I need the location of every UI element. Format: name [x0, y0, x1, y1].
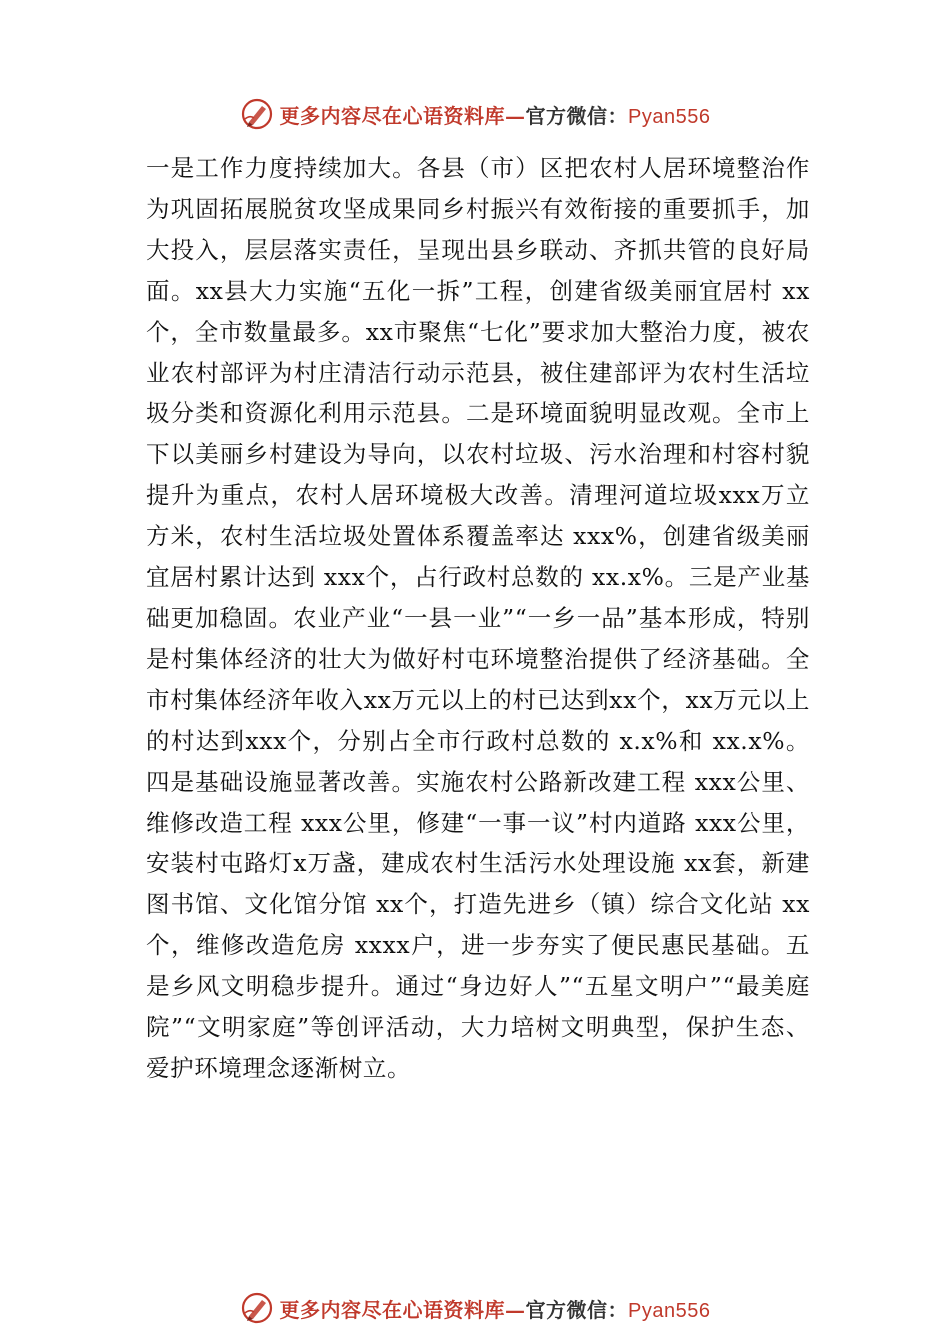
header-wechat-id: Pyan556 [628, 105, 711, 128]
pen-circle-logo-icon [240, 97, 274, 131]
header-dash: — [505, 103, 526, 128]
footer-dash: — [505, 1297, 526, 1322]
header-lead-text: 更多内容尽在心语资料库 [279, 103, 506, 128]
footer-wechat-id: Pyan556 [628, 1299, 711, 1322]
footer-lead-text: 更多内容尽在心语资料库 [279, 1297, 506, 1322]
footer-official-label: 官方微信： [525, 1297, 629, 1322]
header-banner [0, 94, 950, 134]
footer-banner [0, 1288, 950, 1328]
pen-circle-logo-icon [240, 1291, 274, 1325]
document-body [146, 148, 810, 1089]
header-official-label: 官方微信： [525, 103, 629, 128]
header-banner-text [280, 100, 711, 129]
body-paragraph: 一是工作力度持续加大。各县（市）区把农村人居环境整治作为巩固拓展脱贫攻坚成果同乡村振兴有效衔接的重要抓手，加大投入，层层落实责任，呈现出县乡联动、齐抓共管的良好局面。xx县大力实施“五化一拆”工程，创建省级美丽宜居村 xx个，全市数量最多。xx市聚焦“七化”要求加大整治力度，被农业农村部评为村庄清洁行动示范县，被住建部评为农村生活垃圾分类和资源化利用示范县。二是环境面貌明显改观。全市上下以美丽乡村建设为导向，以农村垃圾、污水治理和村容村貌提升为重点，农村人居环境极大改善。清理河道垃圾xxx万立方米，农村生活垃圾处置体系覆盖率达 xxx%，创建省级美丽宜居村累计达到 xxx个，占行政村总数的 xx.x%。三是产业基础更加稳固。农业产业“一县一业”“一乡一品”基本形成，特别是村集体经济的壮大为做好村屯环境整治提供了经济基础。全市村集体经济年收入xx万元以上的村已达到xx个，xx万元以上的村达到xxx个，分别占全市行政村总数的 x.x%和 xx.x%。四是基础设施显著改善。实施农村公路新改建工程 xxx公里、维修改造工程 xxx公里，修建“一事一议”村内道路 xxx公里，安装村屯路灯x万盏，建成农村生活污水处理设施 xx套，新建图书馆、文化馆分馆 xx个，打造先进乡（镇）综合文化站 xx个，维修改造危房 xxxx户，进一步夯实了便民惠民基础。五是乡风文明稳步提升。通过“身边好人”“五星文明户”“最美庭院”“文明家庭”等创评活动，大力培树文明典型，保护生态、爱护环境理念逐渐树立。 [146, 154, 810, 1082]
footer-banner-text [280, 1294, 711, 1323]
